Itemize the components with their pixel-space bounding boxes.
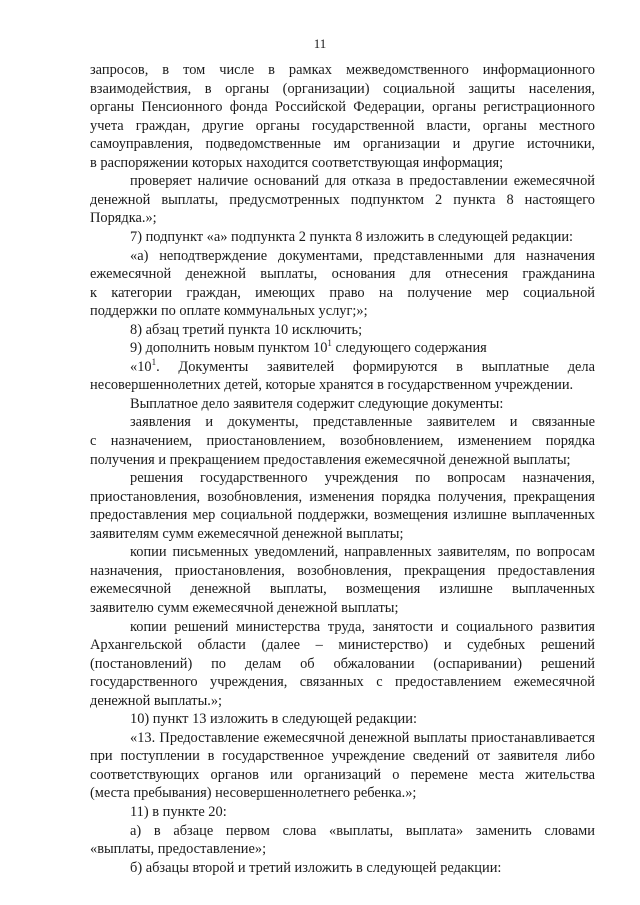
line-text-continued: следующего содержания [331,340,487,357]
line-text: назначения, приостановления, возобновления, прекращения предоставления [90,562,595,579]
line-text: несовершеннолетних детей, которые хранятся в государственном учреждении. [90,377,574,394]
line-text: проверяет наличие оснований для отказа в предоставлении ежемесячной [130,173,595,190]
text-line [130,338,595,358]
line-text: соответствующих органов или организаций о перемене места жительства [90,766,595,783]
line-text: заявителю сумм ежемесячной денежной выплаты; [90,599,399,616]
text-line [90,116,595,136]
text-line [90,487,595,507]
line-text: заявителям сумм ежемесячной денежной выплаты; [90,525,404,542]
line-text: взаимодействия, в органы (организации) социальной защиты населения, [90,80,595,97]
text-line [90,283,595,303]
line-text: решения государственного учреждения по вопросам назначения, [130,470,595,487]
text-line [130,858,595,878]
text-line [90,654,595,674]
text-line [90,97,595,117]
line-text: копии письменных уведомлений, направленных заявителям, по вопросам [130,544,595,561]
text-line [90,264,595,284]
line-text: 8) абзац третий пункта 10 исключить; [130,321,363,338]
text-line [130,709,595,729]
line-text: Выплатное дело заявителя содержит следующие документы: [130,395,504,412]
text-line [90,839,595,859]
line-text: самоуправления, подведомственные им организации и другие источники, [90,136,595,153]
text-line [130,821,595,841]
page-number: 11 [313,36,327,51]
line-text: с назначением, приостановлением, возобновлением, изменением порядка [90,433,595,449]
line-text: «а) неподтверждение документами, представленными для назначения [130,247,595,264]
text-line [90,691,595,711]
text-line [130,357,595,377]
line-text: (места пребывания) несовершеннолетнего ребенка.»; [90,785,417,802]
superscript: 1 [151,356,157,367]
line-text: предоставления мер социальной поддержки, возмещения излишне выплаченных [90,507,595,524]
text-line [130,171,595,191]
text-line [130,394,595,414]
line-text: 7) подпункт «а» подпункта 2 пункта 8 изложить в следующей редакции: [130,228,574,245]
line-text: денежной выплаты, предусмотренных подпунктом 2 пункта 8 настоящего [90,191,595,208]
line-text: 9) дополнить новым пунктом 10 [130,340,328,357]
line-text: «10 [130,358,152,375]
line-text: ежемесячной денежной выплаты, возмещения излишне выплаченных [90,581,595,598]
text-line [90,375,595,395]
line-text: запросов, в том числе в рамках межведомственного информационного [90,62,595,78]
line-text: органы Пенсионного фонда Российской Федерации, органы регистрационного [90,99,595,116]
text-line [90,635,595,655]
line-text-continued: . Документы заявителей формируются в выплатные дела [156,358,595,375]
line-text: заявления и документы, представленные заявителем и связанные [130,414,595,431]
text-line [90,746,595,766]
line-text: (постановлений) по делам об обжаловании (оспаривании) решений [90,655,595,672]
text-line [90,153,595,173]
text-line [90,672,595,692]
text-line [130,542,595,562]
text-line [90,579,595,599]
text-line [90,505,595,525]
line-text: Порядка.»; [90,210,157,227]
line-text: к категории граждан, имеющих право на получение мер социальной [90,284,595,301]
line-text: 10) пункт 13 изложить в следующей редакции: [130,711,417,728]
superscript: 1 [327,338,332,349]
line-text: в распоряжении которых находится соответствующая информация; [90,154,504,171]
line-text: «выплаты, предоставление»; [90,841,267,858]
line-text: копии решений министерства труда, занятости и социального развития [130,618,595,635]
text-line [90,765,595,785]
text-line [130,802,595,822]
line-text: поддержки по оплате коммунальных услуг;»; [90,303,368,320]
text-line [130,320,595,340]
text-line [90,301,595,321]
text-line [90,431,595,451]
line-text: ежемесячной денежной выплаты, основания для отнесения гражданина [90,266,595,283]
line-text: Архангельской области (далее – министерство) и судебных решений [90,637,595,654]
text-line [90,783,595,803]
text-line [90,598,595,618]
text-line [130,728,595,748]
text-line [90,79,595,99]
text-line [90,134,595,154]
line-text: 11) в пункте 20: [130,804,227,820]
text-line [90,60,595,80]
line-text: «13. Предоставление ежемесячной денежной выплаты приостанавливается [130,729,595,746]
text-line [90,561,595,581]
line-text: учета граждан, другие органы государственной власти, органы местного [90,117,595,134]
line-text: приостановления, возобновления, изменения порядка получения, прекращения [90,488,595,505]
text-line [90,524,595,544]
text-line [130,227,595,247]
line-text: денежной выплаты.»; [90,692,223,709]
text-line [130,617,595,637]
text-line [90,190,595,210]
text-line [90,208,595,228]
text-line [130,246,595,266]
text-line [130,468,595,488]
text-line [130,412,595,432]
line-text: при поступлении в государственное учреждение сведений от заявителя либо [90,748,595,765]
line-text: б) абзацы второй и третий изложить в следующей редакции: [130,859,502,876]
line-text: получения и прекращением предоставления ежемесячной денежной выплаты; [90,451,571,468]
line-text: а) в абзаце первом слова «выплаты, выплата» заменить словами [130,822,595,839]
text-line [90,450,595,470]
line-text: государственного учреждения, связанных с предоставлением ежемесячной [90,674,595,691]
